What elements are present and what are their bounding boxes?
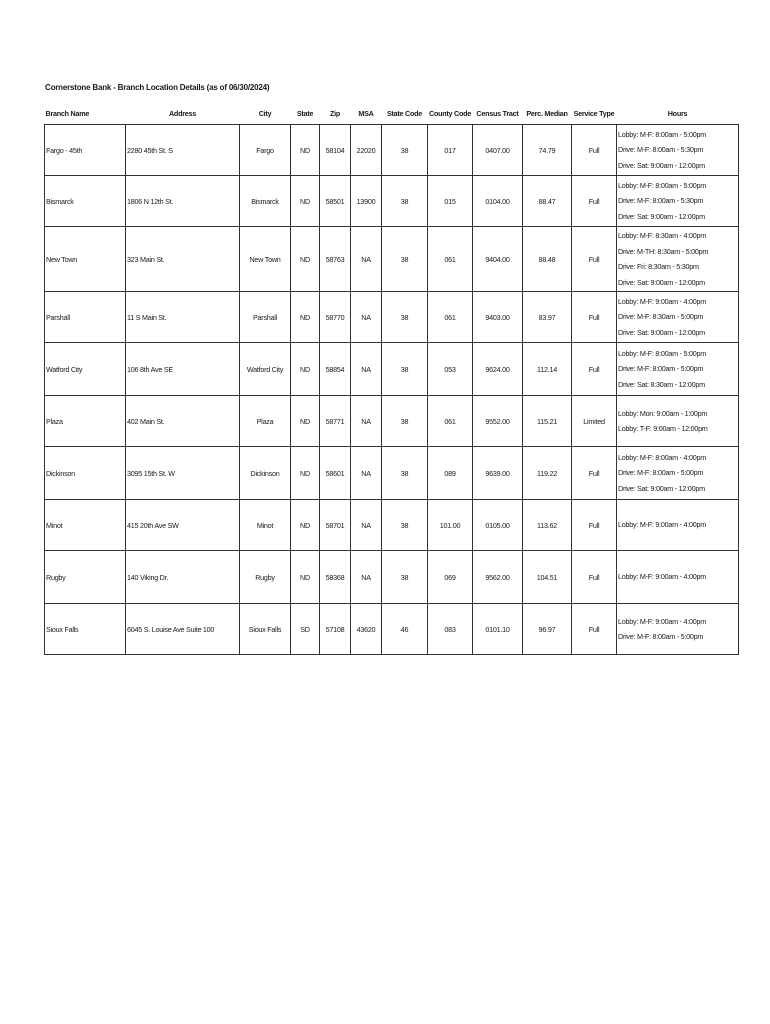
header-hours: Hours	[667, 108, 688, 118]
table-header-row	[45, 102, 739, 125]
zip-cell: 58368	[320, 551, 351, 604]
table-row	[45, 227, 739, 292]
state-cell: ND	[291, 500, 320, 551]
hours-cell	[617, 343, 739, 396]
hours-line: Drive: M-TH: 8:30am - 5:00pm	[618, 246, 709, 256]
zip-cell: 58701	[320, 500, 351, 551]
state-cell: ND	[291, 343, 320, 396]
msa-cell: NA	[351, 500, 382, 551]
table-row	[45, 396, 739, 447]
hours-line: Lobby: Mon: 9:00am - 1:00pm	[618, 408, 708, 418]
service-type-cell: Full	[572, 176, 617, 227]
branch-name-cell: Rugby	[45, 551, 126, 604]
service-type-cell: Full	[572, 343, 617, 396]
state-code-cell: 38	[382, 396, 428, 447]
hours-line: Drive: M-F: 8:30am - 5:00pm	[618, 312, 704, 322]
hours-cell	[617, 551, 739, 604]
table-row	[45, 500, 739, 551]
branch-name-cell: New Town	[45, 227, 126, 292]
state-code-cell: 46	[382, 604, 428, 655]
address-cell: 1806 N 12th St.	[126, 176, 240, 227]
city-cell: Rugby	[240, 551, 291, 604]
hours-cell	[617, 500, 739, 551]
branch-name-cell: Parshall	[45, 292, 126, 343]
branch-name-cell: Dickinson	[45, 447, 126, 500]
hours-line: Drive: Fri: 8:30am - 5:30pm	[618, 262, 699, 271]
state-code-cell: 38	[382, 447, 428, 500]
table-row	[45, 125, 739, 176]
census-tract-cell: 9404.00	[473, 227, 523, 292]
address-cell: 106 8th Ave SE	[126, 343, 240, 396]
msa-cell: NA	[351, 447, 382, 500]
perc-median-cell: 88.47	[523, 176, 572, 227]
msa-cell: NA	[351, 227, 382, 292]
address-cell: 2280 45th St. S	[126, 125, 240, 176]
header-census-tract: Census Tract	[476, 108, 519, 118]
table-row	[45, 604, 739, 655]
header-msa: MSA	[358, 108, 374, 118]
service-type-cell: Full	[572, 551, 617, 604]
hours-cell	[617, 176, 739, 227]
service-type-cell: Full	[572, 604, 617, 655]
state-cell: ND	[291, 396, 320, 447]
state-cell: ND	[291, 447, 320, 500]
city-cell: Dickinson	[240, 447, 291, 500]
address-cell: 402 Main St.	[126, 396, 240, 447]
service-type-cell: Full	[572, 500, 617, 551]
perc-median-cell: 104.51	[523, 551, 572, 604]
hours-line: Drive: Sat: 8:30am - 12:00pm	[618, 379, 705, 389]
table-row	[45, 176, 739, 227]
hours-line: Lobby: M-F: 8:30am - 4:00pm	[618, 231, 706, 240]
hours-line: Drive: M-F: 8:00am - 5:30pm	[618, 196, 704, 206]
service-type-cell: Full	[572, 125, 617, 176]
perc-median-cell: 119.22	[523, 447, 572, 500]
header-zip: Zip	[329, 108, 341, 118]
hours-line: Drive: Sat: 9:00am - 12:00pm	[618, 211, 705, 221]
city-cell: Bismarck	[240, 176, 291, 227]
msa-cell: 22020	[351, 125, 382, 176]
address-cell: 6045 S. Louise Ave Suite 100	[126, 604, 240, 655]
census-tract-cell: 9552.00	[473, 396, 523, 447]
hours-line: Lobby: M-F: 8:00am - 5:00pm	[618, 180, 706, 190]
state-cell: ND	[291, 551, 320, 604]
city-cell: New Town	[240, 227, 291, 292]
address-cell: 140 Viking Dr.	[126, 551, 240, 604]
branch-name-cell: Bismarck	[45, 176, 126, 227]
branch-name-cell: Plaza	[45, 396, 126, 447]
hours-cell	[617, 396, 739, 447]
county-code-cell: 061	[428, 292, 473, 343]
city-cell: Plaza	[240, 396, 291, 447]
county-code-cell: 053	[428, 343, 473, 396]
census-tract-cell: 9403.00	[473, 292, 523, 343]
hours-cell	[617, 604, 739, 655]
service-type-cell: Full	[572, 292, 617, 343]
county-code-cell: 061	[428, 227, 473, 292]
header-address: Address	[168, 108, 196, 118]
zip-cell: 58854	[320, 343, 351, 396]
branch-name-cell: Fargo - 45th	[45, 125, 126, 176]
census-tract-cell: 9639.00	[473, 447, 523, 500]
table-row	[45, 292, 739, 343]
address-cell: 11 S Main St.	[126, 292, 240, 343]
header-state: State	[296, 108, 314, 118]
header-county-code: County Code	[429, 108, 471, 118]
state-code-cell: 38	[382, 343, 428, 396]
perc-median-cell: 113.62	[523, 500, 572, 551]
county-code-cell: 061	[428, 396, 473, 447]
census-tract-cell: 0104.00	[473, 176, 523, 227]
table-row	[45, 447, 739, 500]
census-tract-cell: 0105.00	[473, 500, 523, 551]
county-code-cell: 089	[428, 447, 473, 500]
hours-line: Drive: M-F: 8:00am - 5:00pm	[618, 364, 704, 374]
branch-table	[44, 102, 739, 655]
census-tract-cell: 9624.00	[473, 343, 523, 396]
hours-line: Lobby: M-F: 8:00am - 4:00pm	[618, 452, 706, 462]
state-code-cell: 38	[382, 125, 428, 176]
state-cell: ND	[291, 125, 320, 176]
hours-line: Lobby: M-F: 9:00am - 4:00pm	[618, 616, 706, 626]
county-code-cell: 101.00	[428, 500, 473, 551]
perc-median-cell: 115.21	[523, 396, 572, 447]
address-cell: 415 20th Ave SW	[126, 500, 240, 551]
hours-line: Drive: Sat: 9:00am - 12:00pm	[618, 160, 705, 170]
zip-cell: 58601	[320, 447, 351, 500]
hours-line: Drive: M-F: 8:00am - 5:00pm	[618, 468, 704, 478]
address-cell: 323 Main St.	[126, 227, 240, 292]
perc-median-cell: 96.97	[523, 604, 572, 655]
zip-cell: 57108	[320, 604, 351, 655]
table-row	[45, 551, 739, 604]
document-title: Cornerstone Bank - Branch Location Details (as of 06/30/2024)	[45, 83, 270, 92]
msa-cell: 43620	[351, 604, 382, 655]
zip-cell: 58104	[320, 125, 351, 176]
hours-line: Drive: Sat: 9:00am - 12:00pm	[618, 483, 705, 493]
state-code-cell: 38	[382, 292, 428, 343]
address-cell: 3095 15th St. W	[126, 447, 240, 500]
msa-cell: NA	[351, 292, 382, 343]
city-cell: Fargo	[240, 125, 291, 176]
zip-cell: 58501	[320, 176, 351, 227]
census-tract-cell: 0101.10	[473, 604, 523, 655]
state-cell: SD	[291, 604, 320, 655]
table-row	[45, 343, 739, 396]
perc-median-cell: 83.97	[523, 292, 572, 343]
perc-median-cell: 112.14	[523, 343, 572, 396]
hours-cell	[617, 447, 739, 500]
hours-line: Drive: M-F: 8:00am - 5:00pm	[618, 632, 704, 641]
city-cell: Sioux Falls	[240, 604, 291, 655]
hours-line: Lobby: M-F: 8:00am - 5:00pm	[618, 129, 706, 139]
state-code-cell: 38	[382, 551, 428, 604]
census-tract-cell: 0407.00	[473, 125, 523, 176]
hours-line: Lobby: M-F: 9:00am - 4:00pm	[618, 572, 706, 582]
county-code-cell: 083	[428, 604, 473, 655]
hours-line: Drive: Sat: 9:00am - 12:00pm	[618, 327, 705, 337]
state-cell: ND	[291, 227, 320, 292]
msa-cell: 13900	[351, 176, 382, 227]
county-code-cell: 069	[428, 551, 473, 604]
header-city: City	[258, 108, 272, 118]
branch-name-cell: Watford City	[45, 343, 126, 396]
hours-line: Drive: M-F: 8:00am - 5:30pm	[618, 145, 704, 155]
hours-cell	[617, 227, 739, 292]
header-branch-name: Branch Name	[45, 108, 90, 118]
city-cell: Minot	[240, 500, 291, 551]
hours-line: Lobby: M-F: 9:00am - 4:00pm	[618, 296, 706, 306]
state-code-cell: 38	[382, 500, 428, 551]
state-code-cell: 38	[382, 227, 428, 292]
header-service-type: Service Type	[573, 108, 615, 118]
service-type-cell: Full	[572, 447, 617, 500]
state-code-cell: 38	[382, 176, 428, 227]
hours-line: Lobby: M-F: 8:00am - 5:00pm	[618, 348, 706, 358]
zip-cell: 58770	[320, 292, 351, 343]
branch-name-cell: Minot	[45, 500, 126, 551]
hours-line: Drive: Sat: 9:00am - 12:00pm	[618, 277, 705, 287]
service-type-cell: Limited	[572, 396, 617, 447]
msa-cell: NA	[351, 551, 382, 604]
county-code-cell: 015	[428, 176, 473, 227]
msa-cell: NA	[351, 343, 382, 396]
hours-cell	[617, 125, 739, 176]
census-tract-cell: 9562.00	[473, 551, 523, 604]
branch-name-cell: Sioux Falls	[45, 604, 126, 655]
hours-cell	[617, 292, 739, 343]
city-cell: Watford City	[240, 343, 291, 396]
header-state-code: State Code	[386, 108, 423, 118]
state-cell: ND	[291, 292, 320, 343]
perc-median-cell: 74.79	[523, 125, 572, 176]
msa-cell: NA	[351, 396, 382, 447]
state-cell: ND	[291, 176, 320, 227]
zip-cell: 58763	[320, 227, 351, 292]
service-type-cell: Full	[572, 227, 617, 292]
hours-line: Lobby: T-F: 9:00am - 12:00pm	[618, 424, 708, 433]
header-perc-median: Perc. Median	[526, 108, 568, 118]
city-cell: Parshall	[240, 292, 291, 343]
county-code-cell: 017	[428, 125, 473, 176]
perc-median-cell: 88.48	[523, 227, 572, 292]
zip-cell: 58771	[320, 396, 351, 447]
hours-line: Lobby: M-F: 9:00am - 4:00pm	[618, 520, 706, 530]
